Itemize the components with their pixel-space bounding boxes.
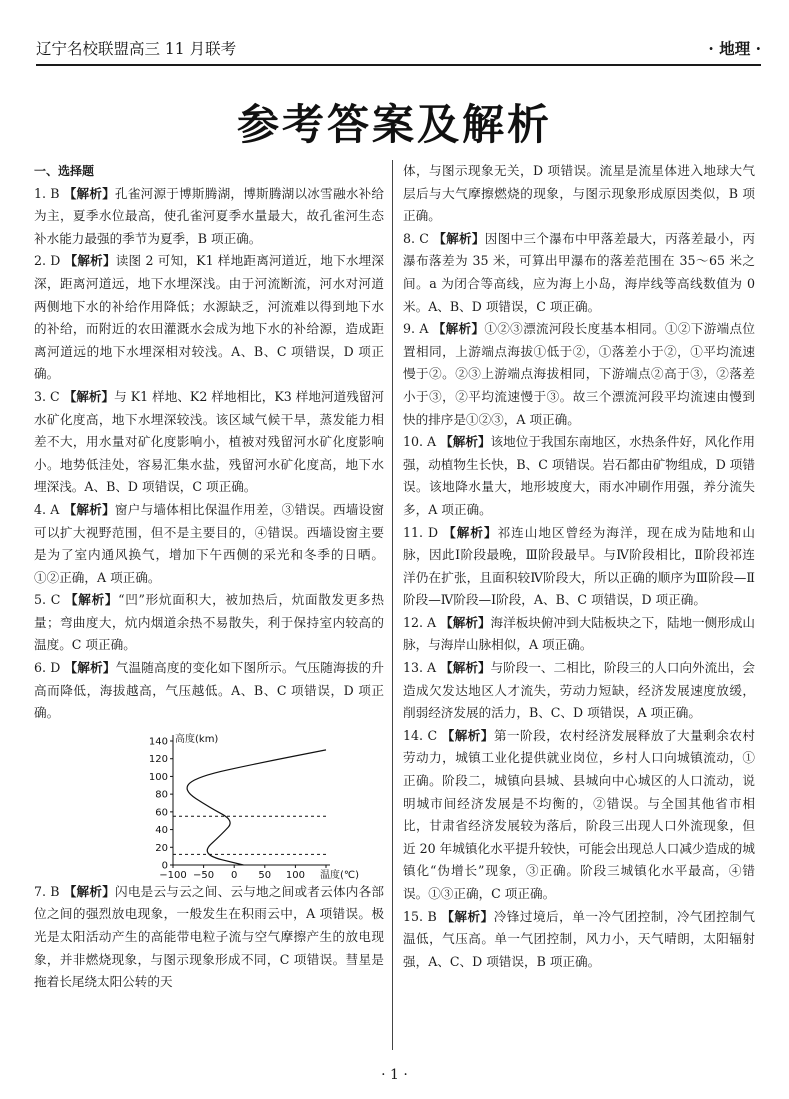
- analysis-tag: 【解析】: [432, 321, 485, 337]
- analysis-tag: 【解析】: [440, 660, 491, 676]
- answer-text: ①②③漂流河段长度基本相同。①②下游端点位置相同，上游端点海拔①低于②，①落差小于②，①平均流速慢于②。②③上游端点海拔相同，下游端点②高于③，②落差小于③，②平均流速慢于③。故三个漂流河段平均流速由慢到快的排序是①②③，A 项正确。: [403, 321, 755, 427]
- answer-text: 气温随高度的变化如下图所示。气压随海拔的升高而降低，海拔越高，气压越低。A、B、C 项错误，D 项正确。: [34, 660, 384, 721]
- answer-number: 5. C: [34, 592, 61, 608]
- answer-text: 与 K1 样地、K2 样地相比，K3 样地河道残留河水矿化度高，地下水埋深较浅。该区域气候干旱，蒸发能力相差不大，用水量对矿化度影响小，植被对残留河水矿化度影响小。地势低洼处，容易汇集水盐，残留河水矿化度高，地下水埋深浅。A、B、D 项错误，C 项正确。: [34, 388, 384, 495]
- chart-svg: [128, 731, 360, 881]
- answer-text: 该地位于我国东南地区，水热条件好，风化作用强，动植物生长快，B、C 项错误。岩石都由矿物组成，D 项错误。该地降水量大，地形坡度大，雨水冲刷作用强，养分流失多，A 项正确。: [403, 434, 755, 517]
- answer-text: 第一阶段，农村经济发展释放了大量剩余农村劳动力，城镇工业化提供就业岗位，乡村人口向城镇流动，①正确。阶段二，城镇向县城、县城向中心城区的人口流动，说明城市间经济发展是不均衡的，②错误。与全国其他省市相比，甘肃省经济发展较为落后，阶段三出现人口外流现象，但近 20 年城镇化水平提升较快，可能会出现总人口减少造成的城镇化“伪增长”现象，③正确。阶段三城镇化水平最高，④错误。①③正确，C 项正确。: [403, 727, 756, 901]
- analysis-tag: 【解析】: [65, 592, 119, 608]
- analysis-tag: 【解析】: [440, 434, 491, 450]
- answer-item: [34, 657, 384, 725]
- left-column: [34, 160, 384, 994]
- answer-item: [34, 881, 384, 994]
- analysis-tag: 【解析】: [441, 727, 494, 743]
- answer-text: 与阶段一、二相比，阶段三的人口向外流出，会造成欠发达地区人才流失，劳动力短缺，经济发展速度放缓，削弱经济发展的活力，B、C、D 项错误，A 项正确。: [403, 660, 755, 721]
- page-header: [36, 38, 761, 66]
- temperature-curve: [187, 750, 326, 865]
- exam-name: 辽宁名校联盟高三 11 月联考: [36, 40, 237, 58]
- answer-item: [403, 318, 755, 431]
- answer-text: 闪电是云与云之间、云与地之间或者云体内各部位之间的强烈放电现象，一般发生在积雨云中，A 项错误。极光是太阳活动产生的高能带电粒子流与空气摩擦产生的放电现象，并非燃烧现象，与图示现象形成不同，C 项错误。彗星是拖着长尾绕太阳公转的天: [34, 883, 384, 990]
- x-tick-label: −50: [193, 869, 215, 881]
- x-axis-label: 温度(℃): [320, 869, 360, 881]
- answer-text: “凹”形炕面积大，被加热后，炕面散发更多热量；弯曲度大，炕内烟道余热不易散失，利于保持室内较高的温度。C 项正确。: [34, 592, 384, 653]
- answer-item: [403, 725, 755, 906]
- answer-text: 冷锋过境后，单一冷气团控制，冷气团控制气温低，气压高。单一气团控制，风力小，天气晴朗，太阳辐射强，A、C、D 项错误，B 项正确。: [403, 908, 756, 969]
- right-column: [403, 160, 755, 973]
- answer-number: 4. A: [34, 501, 60, 517]
- answer-text: 因图中三个瀑布中甲落差最大，丙落差最小，丙瀑布落差为 35 米，可算出甲瀑布的落差范围在 35～65 米之间。a 为闭合等高线，应为海上小岛，海岸线等高线数值为 0 米。A、B、D 项错误，C 项正确。: [403, 230, 756, 314]
- analysis-tag: 【解析】: [441, 908, 494, 924]
- answer-item: [34, 386, 384, 499]
- y-tick-label: 80: [155, 789, 168, 801]
- answer-number: 7. B: [34, 883, 60, 899]
- x-tick-label: 0: [231, 869, 238, 881]
- answer-text: 窗户与墙体相比保温作用差，③错误。西墙设窗可以扩大视野范围，但不是主要目的，④错误。西墙设窗主要是为了室内通风换气，增加下午西侧的采光和冬季的日晒。①②正确，A 项正确。: [34, 501, 385, 585]
- y-tick-label: 20: [155, 842, 168, 854]
- answer-text: 祁连山地区曾经为海洋，现在成为陆地和山脉，因此Ⅰ阶段最晚，Ⅲ阶段最早。与Ⅳ阶段相比，Ⅱ阶段祁连洋仍在扩张，且面积较Ⅳ阶段大，所以正确的顺序为Ⅲ阶段—Ⅱ阶段—Ⅳ阶段—Ⅰ阶段，A、B、C 项错误，D 项正确。: [403, 524, 755, 608]
- answer-item: [403, 612, 755, 657]
- y-tick-label: 40: [155, 824, 168, 836]
- temperature-altitude-chart: [34, 731, 384, 879]
- answer-item: [403, 657, 755, 725]
- answer-item: [34, 589, 384, 657]
- answer-number: 12. A: [403, 614, 437, 630]
- answer-item: [34, 499, 384, 589]
- analysis-tag: 【解析】: [63, 185, 116, 201]
- answer-item: [403, 431, 755, 521]
- analysis-tag: 【解析】: [443, 524, 498, 540]
- analysis-tag: 【解析】: [63, 388, 115, 404]
- analysis-tag: 【解析】: [64, 253, 116, 269]
- answer-number: 10. A: [403, 434, 437, 450]
- answer-number: 11. D: [403, 524, 439, 540]
- x-tick-label: 50: [258, 869, 272, 881]
- answer-number: 1. B: [34, 185, 60, 201]
- analysis-tag: 【解析】: [433, 230, 485, 246]
- answer-number: 3. C: [34, 388, 60, 404]
- y-tick-label: 0: [161, 860, 168, 872]
- analysis-tag: 【解析】: [63, 501, 115, 517]
- answer-item: [403, 160, 755, 228]
- column-divider: [392, 160, 393, 1050]
- answer-text: 读图 2 可知，K1 样地距离河道近，地下水埋深深，距离河道远，地下水埋深浅。由于河流断流，河水对河道两侧地下水的补给作用降低；水源缺乏，河流难以得到地下水的补给，而附近的农田灌溉水会成为地下水的补给源，造成距离河道远的地下水埋深相对较浅。A、B、C 项错误，D 项正确。: [34, 253, 384, 382]
- answer-text: 体，与图示现象无关，D 项错误。流星是流星体进入地球大气层后与大气摩擦燃烧的现象，与图示现象形成原因类似，B 项正确。: [403, 163, 755, 224]
- answer-number: 6. D: [34, 660, 61, 676]
- answer-number: 15. B: [403, 908, 437, 924]
- answer-number: 9. A: [403, 321, 429, 337]
- answer-text: 海洋板块俯冲到大陆板块之下，陆地一侧形成山脉，与海岸山脉相似，A 项正确。: [403, 614, 755, 653]
- section-heading: 一、选择题: [34, 164, 95, 178]
- answer-item: [403, 228, 755, 318]
- answer-text: 孔雀河源于博斯腾湖，博斯腾湖以冰雪融水补给为主，夏季水位最高，使孔雀河夏季水量最大，故孔雀河生态补水能力最强的季节为夏季，B 项正确。: [34, 185, 384, 246]
- answer-item: [403, 906, 755, 974]
- x-tick-label: −100: [159, 869, 187, 881]
- analysis-tag: 【解析】: [63, 883, 116, 899]
- answer-number: 8. C: [403, 230, 429, 246]
- answer-number: 13. A: [403, 660, 437, 676]
- analysis-tag: 【解析】: [64, 660, 116, 676]
- y-tick-label: 120: [148, 754, 168, 766]
- answer-number: 2. D: [34, 253, 61, 269]
- answer-number: 14. C: [403, 727, 438, 743]
- answer-item: [403, 522, 755, 612]
- answer-item: [34, 183, 384, 251]
- x-tick-label: 100: [285, 869, 305, 881]
- y-tick-label: 100: [148, 771, 168, 783]
- y-tick-label: 140: [148, 736, 168, 748]
- y-tick-label: 60: [155, 807, 168, 819]
- answer-item: [34, 250, 384, 386]
- analysis-tag: 【解析】: [440, 614, 491, 630]
- page-title: 参考答案及解析: [236, 100, 552, 149]
- subject-label: · 地理 ·: [708, 39, 761, 58]
- y-axis-label: 高度(km): [175, 733, 219, 745]
- page-number: · 1 ·: [381, 1067, 408, 1083]
